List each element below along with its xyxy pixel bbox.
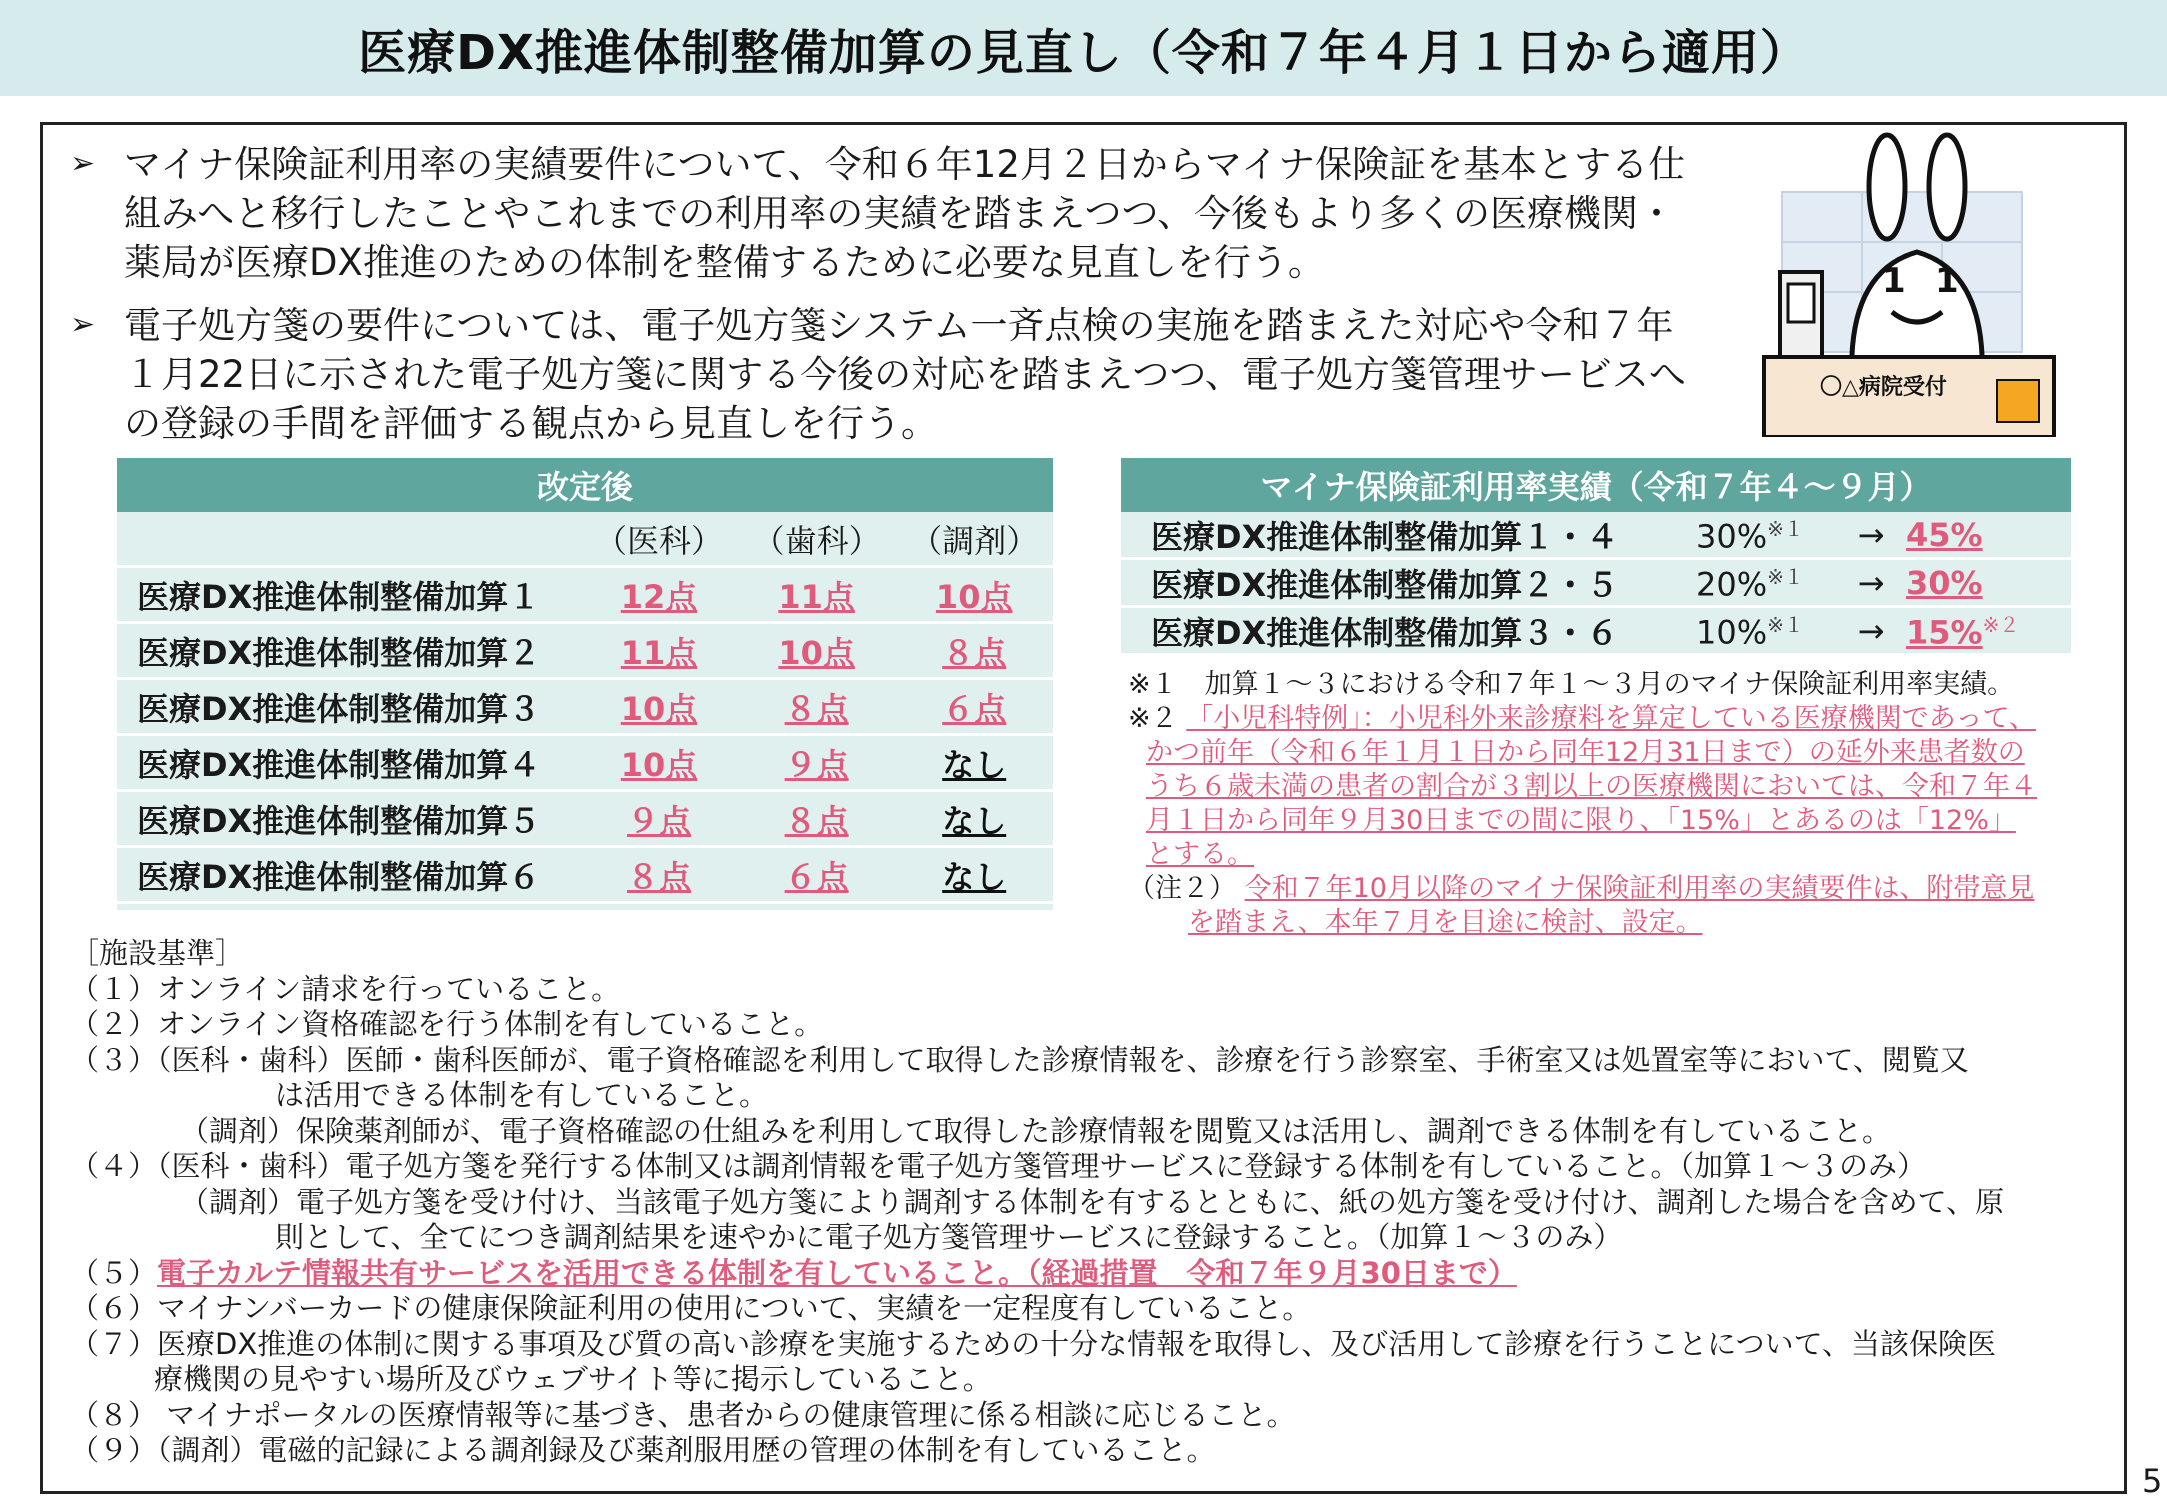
footnote-2-mark: ※２ bbox=[1128, 703, 1178, 734]
pharmacy-points: なし bbox=[942, 857, 1007, 896]
row-label: 医療DX推進体制整備加算３ bbox=[137, 689, 541, 728]
facility-criteria bbox=[70, 936, 2110, 1469]
criteria-line: （３）（医科・歯科）医師・歯科医師が、電子資格確認を利用して取得した診療情報を、診療を行う診察室、手術室又は処置室等において、閲覧又 bbox=[70, 1042, 1969, 1077]
criteria-line: （４）（医科・歯科）電子処方箋を発行する体制又は調剤情報を電子処方箋管理サービスに登録する体制を有していること。（加算１～３のみ） bbox=[70, 1149, 1927, 1183]
footnote-3-mark: （注２） bbox=[1128, 873, 1236, 904]
column-header-row bbox=[117, 512, 1053, 568]
arrow-right-icon: → bbox=[1857, 515, 1885, 554]
col-medical: （医科） bbox=[595, 521, 724, 560]
footnote-2-line: とする。 bbox=[1146, 839, 1254, 870]
row-label: 医療DX推進体制整備加算２・５ bbox=[1151, 565, 1619, 604]
page-number: 5 bbox=[2142, 1462, 2163, 1500]
col-dental: （歯科） bbox=[752, 521, 881, 560]
row-label: 医療DX推進体制整備加算５ bbox=[137, 801, 541, 840]
revised-points-table bbox=[117, 458, 1053, 910]
rate-from: 20% bbox=[1696, 565, 1768, 604]
criteria-line: （６）マイナンバーカードの健康保険証利用の使用について、実績を一定程度有していること。 bbox=[70, 1291, 1312, 1325]
footnote-mark: ※２ bbox=[1982, 613, 2020, 638]
svg-text:1: 1 bbox=[1882, 261, 1906, 301]
bullet-text: 電子処方箋の要件については、電子処方箋システム一斉点検の実施を踏まえた対応や令和７年１月22日に示された電子処方箋に関する今後の対応を踏まえつつ、電子処方箋管理サービスへの登録の手間を評価する観点から見直しを行う。 bbox=[124, 304, 1686, 445]
footnote-3-line: 令和７年10月以降のマイナ保険証利用率の実績要件は、附帯意見 bbox=[1244, 873, 2035, 904]
usage-table-header: マイナ保険証利用率実績（令和７年４～９月） bbox=[1121, 458, 2071, 512]
pharmacy-points: なし bbox=[942, 745, 1007, 784]
criteria-line: 則として、全てにつき調剤結果を速やかに電子処方箋管理サービスに登録すること。（加算１～３のみ） bbox=[275, 1220, 1623, 1254]
table-row bbox=[117, 568, 1053, 624]
col-pharmacy: （調剤） bbox=[910, 521, 1039, 560]
arrow-bullet-icon: ➢ bbox=[70, 146, 96, 181]
medical-points: ８点 bbox=[627, 857, 692, 896]
dental-points: ８点 bbox=[784, 689, 849, 728]
dental-points: ９点 bbox=[784, 745, 849, 784]
footnote-2 bbox=[1128, 702, 2088, 736]
footnote-mark: ※１ bbox=[1767, 565, 1804, 590]
table-row bbox=[1121, 512, 2071, 560]
title-bar bbox=[0, 0, 2167, 96]
criteria-line: （８） マイナポータルの医療情報等に基づき、患者からの健康管理に係る相談に応じること。 bbox=[70, 1397, 1296, 1432]
svg-text:1: 1 bbox=[1935, 261, 1959, 301]
criteria-highlight: 電子カルテ情報共有サービスを活用できる体制を有していること。（経過措置 令和７年９月30日まで） bbox=[157, 1255, 1517, 1290]
arrow-right-icon: → bbox=[1857, 611, 1885, 650]
row-label: 医療DX推進体制整備加算１・４ bbox=[1151, 517, 1619, 556]
bullet-item bbox=[70, 140, 1710, 287]
row-label: 医療DX推進体制整備加算１ bbox=[137, 577, 541, 616]
rabbit-mascot-icon bbox=[1742, 132, 2068, 437]
table-row bbox=[117, 792, 1053, 848]
row-label: 医療DX推進体制整備加算４ bbox=[137, 745, 541, 784]
footnotes bbox=[1128, 668, 2088, 940]
table-row bbox=[117, 736, 1053, 792]
criteria-number: （５） bbox=[70, 1255, 158, 1290]
summary-bullets bbox=[70, 140, 1710, 462]
dental-points: ６点 bbox=[784, 857, 849, 896]
rate-from: 30% bbox=[1696, 517, 1768, 556]
page-title: 医療DX推進体制整備加算の見直し（令和７年４月１日から適用） bbox=[358, 24, 1809, 81]
footnote-3 bbox=[1128, 872, 2088, 906]
pharmacy-points: 10点 bbox=[935, 577, 1013, 616]
table-row bbox=[117, 624, 1053, 680]
medical-points: 10点 bbox=[620, 745, 698, 784]
medical-points: 10点 bbox=[620, 689, 698, 728]
table-row bbox=[117, 680, 1053, 736]
dental-points: ８点 bbox=[784, 801, 849, 840]
criteria-line bbox=[70, 1256, 2110, 1292]
pharmacy-points: ８点 bbox=[942, 633, 1007, 672]
revised-table-header: 改定後 bbox=[117, 458, 1053, 512]
medical-points: 11点 bbox=[620, 633, 698, 672]
bullet-item bbox=[70, 301, 1710, 448]
medical-points: ９点 bbox=[627, 801, 692, 840]
criteria-line: （調剤）保険薬剤師が、電子資格確認の仕組みを利用して取得した診療情報を閲覧又は活用し、調剤できる体制を有していること。 bbox=[180, 1113, 1892, 1148]
criteria-heading: ［施設基準］ bbox=[70, 936, 245, 970]
footnote-mark: ※１ bbox=[1767, 613, 1804, 638]
pharmacy-points: ６点 bbox=[942, 689, 1007, 728]
table-row bbox=[1121, 560, 2071, 608]
criteria-line: （９）（調剤）電磁的記録による調剤録及び薬剤服用歴の管理の体制を有していること。 bbox=[70, 1433, 1216, 1467]
footnote-1: ※１ 加算１～３における令和７年１～３月のマイナ保険証利用率実績。 bbox=[1128, 669, 2015, 700]
arrow-bullet-icon: ➢ bbox=[70, 307, 96, 342]
criteria-line: （１）オンライン請求を行っていること。 bbox=[70, 971, 621, 1006]
row-label: 医療DX推進体制整備加算６ bbox=[137, 857, 541, 896]
criteria-line: （２）オンライン資格確認を行う体制を有していること。 bbox=[70, 1007, 824, 1041]
footnote-3-line: を踏まえ、本年７月を目途に検討、設定。 bbox=[1188, 907, 1703, 938]
dental-points: 11点 bbox=[778, 577, 855, 616]
row-label: 医療DX推進体制整備加算３・６ bbox=[1151, 613, 1619, 652]
footnote-mark: ※１ bbox=[1767, 517, 1804, 542]
usage-rate-table bbox=[1121, 458, 2071, 656]
dental-points: 10点 bbox=[778, 633, 855, 672]
criteria-line: 療機関の見やすい場所及びウェブサイト等に掲示していること。 bbox=[154, 1362, 992, 1396]
row-label: 医療DX推進体制整備加算２ bbox=[137, 633, 541, 672]
table-row bbox=[117, 848, 1053, 904]
bullet-text: マイナ保険証利用率の実績要件について、令和６年12月２日からマイナ保険証を基本とする仕組みへと移行したことやこれまでの利用率の実績を踏まえつつ、今後もより多くの医療機関・薬局が医療DX推進のための体制を整備するために必要な見直しを行う。 bbox=[124, 143, 1686, 284]
rate-to: 30% bbox=[1906, 563, 1983, 602]
criteria-line: （７）医療DX推進の体制に関する事項及び質の高い診療を実施するための十分な情報を取得し、及び活用して診療を行うことについて、当該保険医 bbox=[70, 1326, 1997, 1361]
rate-to: 45% bbox=[1906, 515, 1983, 554]
arrow-right-icon: → bbox=[1857, 563, 1885, 602]
footnote-2-line: 「小児科特例」：小児科外来診療料を算定している医療機関であって、 bbox=[1186, 703, 2036, 734]
footnote-2-line: 月１日から同年９月30日までの間に限り、「15%」とあるのは「12%」 bbox=[1146, 805, 2016, 836]
footnote-2-line: うち６歳未満の患者の割合が３割以上の医療機関においては、令和７年４ bbox=[1146, 771, 2037, 802]
reception-sign: 〇△病院受付 bbox=[1820, 375, 1947, 400]
rate-to: 15% bbox=[1906, 613, 1983, 652]
criteria-line: （調剤）電子処方箋を受け付け、当該電子処方箋により調剤する体制を有するとともに、紙の処方箋を受け付け、調剤した場合を含めて、原 bbox=[180, 1184, 2005, 1219]
rate-from: 10% bbox=[1696, 613, 1768, 652]
footnote-2-line: かつ前年（令和６年１月１日から同年12月31日まで）の延外来患者数の bbox=[1146, 737, 2025, 768]
pharmacy-points: なし bbox=[942, 801, 1007, 840]
table-row bbox=[1121, 608, 2071, 656]
criteria-line: は活用できる体制を有していること。 bbox=[275, 1078, 769, 1112]
medical-points: 12点 bbox=[620, 577, 698, 616]
